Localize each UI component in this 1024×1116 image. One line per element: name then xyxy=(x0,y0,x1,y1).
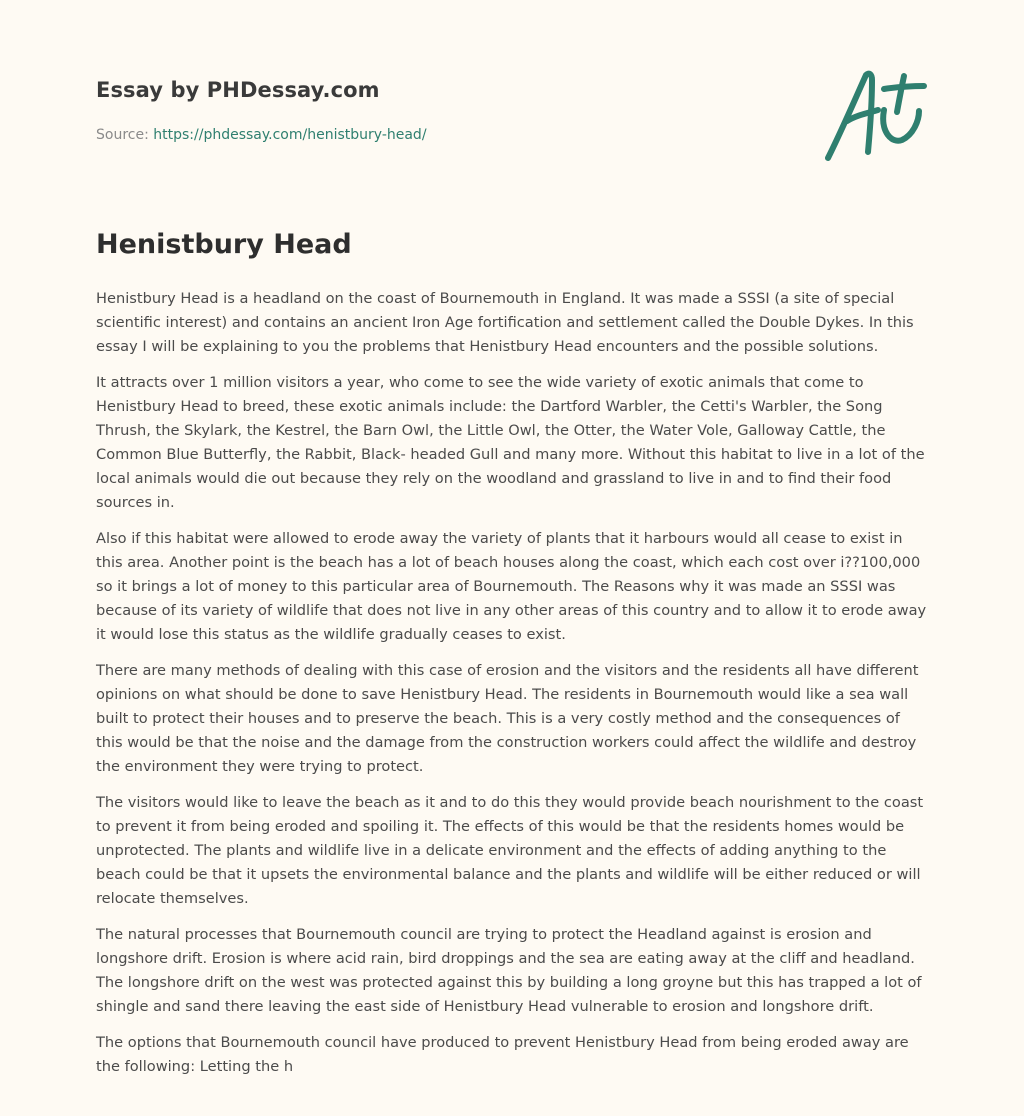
source-label: Source: xyxy=(96,127,149,143)
source-link[interactable]: https://phdessay.com/henistbury-head/ xyxy=(153,127,427,143)
essay-paragraph-5: The visitors would like to leave the beach as it and to do this they would provide beach nourishment to the coast to prevent it from being eroded and spoiling it. The effects of this would be that the residents homes would be unprotected. The plants and wildlife live in a delicate environment and the effects of adding anything to the beach could be that it upsets the environmental balance and the plants and wildlife will be either reduced or will relocate themselves. xyxy=(96,794,924,907)
site-title: Essay by PHDessay.com xyxy=(96,78,380,102)
essay-paragraph-6: The natural processes that Bournemouth council are trying to protect the Headland against is erosion and longshore drift. Erosion is where acid rain, bird droppings and the sea are eating away at the cliff and headland. The longshore drift on the west was protected against this by building a long groyne but this has trapped a lot of shingle and sand there leaving the east side of Henistbury Head vulnerable to erosion and longshore drift. xyxy=(96,926,922,1015)
essay-paragraph-2: It attracts over 1 million visitors a year, who come to see the wide variety of exotic animals that come to Henistbury Head to breed, these exotic animals include: the Dartford Warbler, the Cetti's Warbler, the Song Thrush, the Skylark, the Kestrel, the Barn Owl, the Little Owl, the Otter, the Water Vole, Galloway Cattle, the Common Blue Butterfly, the Rabbit, Black- headed Gull and many more. Without this habitat to live in a lot of the local animals would die out because they rely on the woodland and grassland to live in and to find their food sources in. xyxy=(96,374,925,511)
essay-content xyxy=(96,225,928,1091)
a-plus-logo-icon xyxy=(822,66,928,166)
essay-paragraph-3: Also if this habitat were allowed to erode away the variety of plants that it harbours would all cease to exist in this area. Another point is the beach has a lot of beach houses along the coast, which each cost over i??100,000 so it brings a lot of money to this particular area of Bournemouth. The Reasons why it was made an SSSI was because of its variety of wildlife that does not live in any other areas of this country and to allow it to erode away it would lose this status as the wildlife gradually ceases to exist. xyxy=(96,530,927,643)
source-line xyxy=(96,125,696,145)
essay-paragraph-1: Henistbury Head is a headland on the coast of Bournemouth in England. It was made a SSSI (a site of special scientific interest) and contains an ancient Iron Age fortification and settlement called the Double Dykes. In this essay I will be explaining to you the problems that Henistbury Head encounters and the possible solutions. xyxy=(96,290,914,355)
page-header xyxy=(96,76,696,145)
essay-paragraph-7: The options that Bournemouth council have produced to prevent Henistbury Head from being eroded away are the following: Letting the h xyxy=(96,1034,909,1075)
essay-title: Henistbury Head xyxy=(96,229,352,260)
essay-paragraph-4: There are many methods of dealing with this case of erosion and the visitors and the residents all have different opinions on what should be done to save Henistbury Head. The residents in Bournemouth would like a sea wall built to protect their houses and to preserve the beach. This is a very costly method and the consequences of this would be that the noise and the damage from the construction workers could affect the wildlife and destroy the environment they were trying to protect. xyxy=(96,662,919,775)
